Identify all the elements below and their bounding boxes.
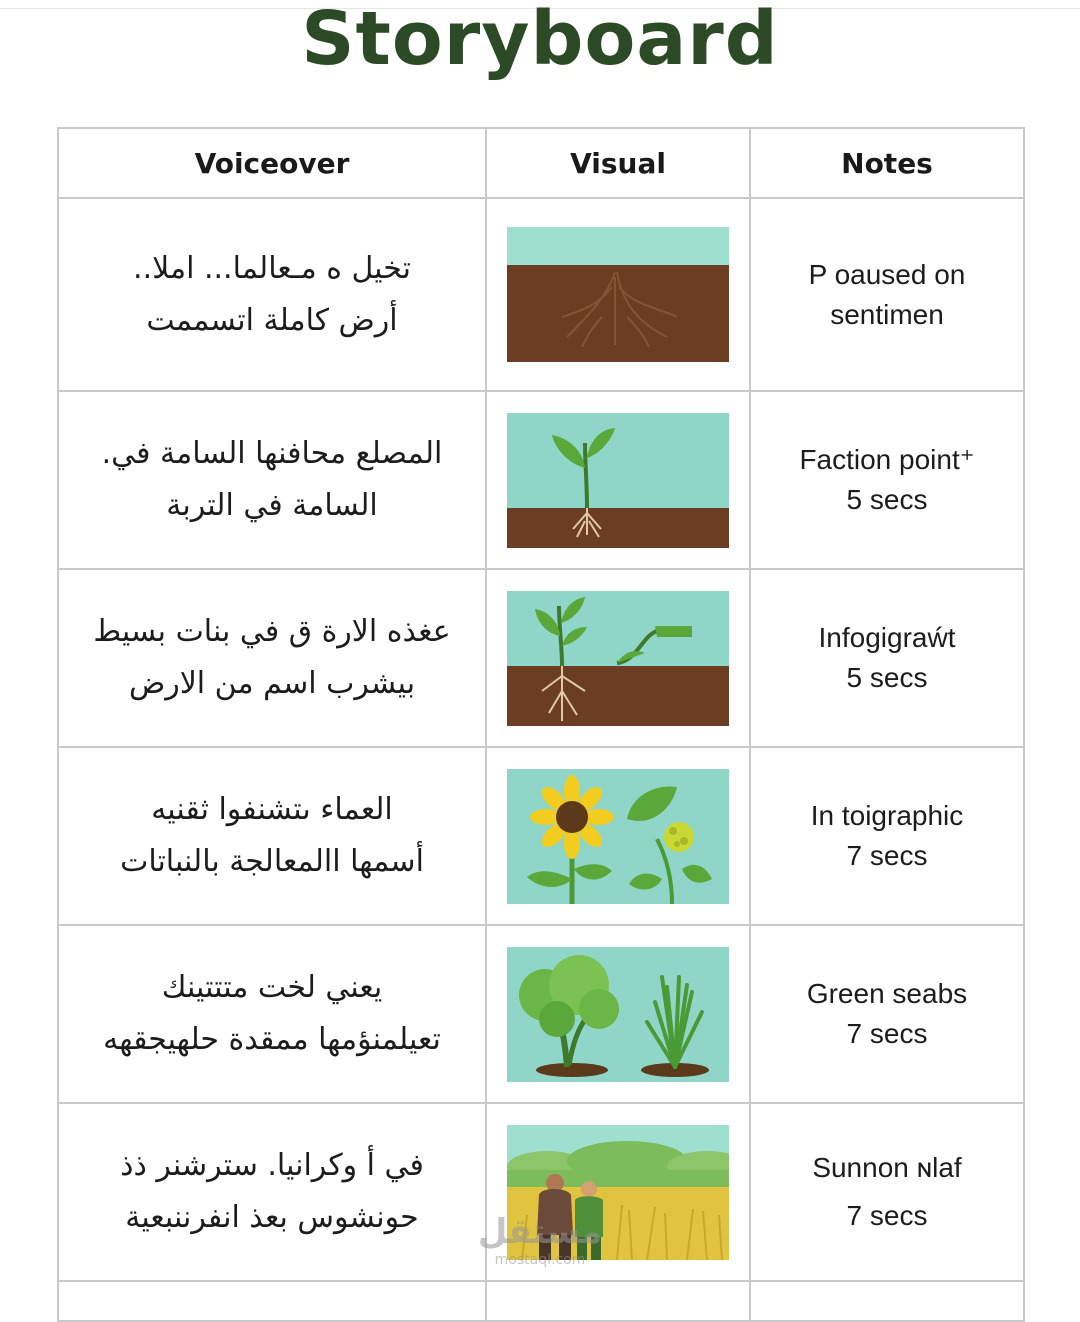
- note-line: Faction point⁺: [799, 444, 975, 475]
- watermark-url: mostaql.com: [494, 1252, 586, 1268]
- seedling-image: [507, 413, 729, 548]
- visual-cell: [486, 569, 750, 747]
- voiceover-cell: [58, 569, 486, 747]
- note-line: Infogigraẃt: [818, 622, 956, 653]
- voiceover-cell: [58, 1103, 486, 1281]
- table-row: [58, 198, 1024, 391]
- voiceover-line: يعني لخت متتتينك: [161, 970, 383, 1005]
- notes-cell: [750, 925, 1024, 1103]
- header-visual: Visual: [486, 128, 750, 198]
- barren-soil-roots-image: [507, 227, 729, 362]
- note-line: In toigraphic: [810, 800, 964, 831]
- empty-cell: [486, 1281, 750, 1321]
- empty-cell: [58, 1281, 486, 1321]
- note-line: 7 secs: [846, 1018, 928, 1049]
- empty-cell: [750, 1281, 1024, 1321]
- voiceover-line: بيشرب اسم من الارض: [128, 666, 416, 701]
- voiceover-line: المصلع محافنها السامة في.: [101, 436, 443, 471]
- voiceover-line: عغذه الارة ق في بنات بسيط: [93, 614, 451, 649]
- notes-cell: [750, 569, 1024, 747]
- note-line: Green seabs: [806, 978, 968, 1009]
- notes-cell: [750, 198, 1024, 391]
- storyboard-table: [57, 127, 1025, 1322]
- voiceover-line: حونشوس بعذ انفرننبعية: [125, 1200, 419, 1235]
- note-line: 7 secs: [846, 840, 928, 871]
- table-row: [58, 1281, 1024, 1321]
- voiceover-line: أسمها االمعالجة بالنباتات: [120, 844, 424, 879]
- voiceover-line: السامة في التربة: [166, 488, 378, 523]
- visual-cell: [486, 391, 750, 569]
- visual-cell: [486, 747, 750, 925]
- table-row: [58, 925, 1024, 1103]
- visual-cell: [486, 925, 750, 1103]
- table-row: [58, 747, 1024, 925]
- notes-cell: [750, 747, 1024, 925]
- page-title: Storyboard: [301, 0, 779, 82]
- voiceover-cell: [58, 391, 486, 569]
- voiceover-line: في أ وكرانيا. سترشنر ذذ: [120, 1148, 424, 1183]
- voiceover-cell: [58, 198, 486, 391]
- note-line: P oaused on: [808, 258, 966, 290]
- note-line: 7 secs: [846, 1200, 928, 1231]
- plant-growth-image: [507, 591, 729, 726]
- header-row: [58, 128, 1024, 198]
- note-line: sentimen: [830, 298, 944, 330]
- table-row: [58, 569, 1024, 747]
- notes-cell: [750, 1103, 1024, 1281]
- voiceover-line: تخيل ه مـعالما... املا..: [133, 250, 411, 286]
- voiceover-cell: [58, 747, 486, 925]
- shrub-grass-image: [507, 947, 729, 1082]
- table-row: [58, 391, 1024, 569]
- voiceover-line: تعيلمنؤمها ممقدة حلهيجقهه: [103, 1022, 441, 1057]
- note-line: Sunnon ɴlaf: [812, 1152, 962, 1183]
- watermark-logo: مستقل: [477, 1212, 603, 1252]
- header-voiceover: Voiceover: [58, 128, 486, 198]
- voiceover-cell: [58, 925, 486, 1103]
- notes-cell: [750, 391, 1024, 569]
- note-line: 5 secs: [846, 484, 928, 515]
- voiceover-line: العماء ىتشنفوا ثقنيه: [151, 792, 393, 827]
- note-line: 5 secs: [846, 662, 928, 693]
- sunflower-image: [507, 769, 729, 904]
- voiceover-line: أرض كاملة اتسممت: [146, 302, 398, 338]
- visual-cell: [486, 198, 750, 391]
- header-notes: Notes: [750, 128, 1024, 198]
